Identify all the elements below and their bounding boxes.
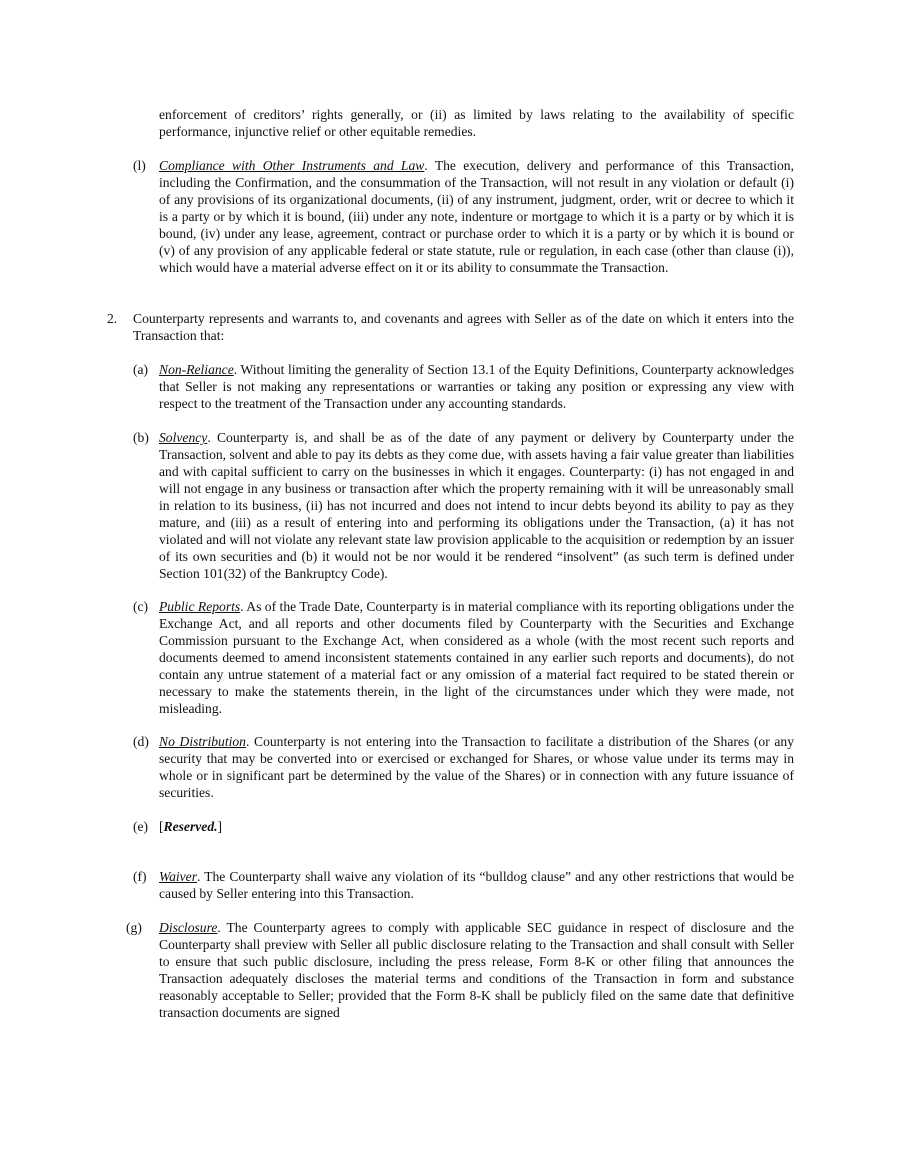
item-g-title: Disclosure [159,920,218,935]
item-g-label: (g) [126,920,142,935]
item-e-open-bracket: [ [159,819,164,834]
item-a-body: . Without limiting the generality of Section 13.1 of the Equity Definitions, Counterparty acknowledges that Seller is not making any representations or warranties or taking any position or expressing any view with respect to the treatment of the Transaction under any accounting standards. [159,362,794,411]
item-d-label: (d) [133,734,149,749]
item-c-label: (c) [133,599,149,614]
item-l-paragraph [159,157,794,276]
item-e-paragraph [159,818,794,835]
item-f-label: (f) [133,869,147,884]
section-2-intro [133,310,794,344]
item-a-label: (a) [133,362,149,377]
item-f-body: . The Counterparty shall waive any violation of its “bulldog clause” and any other restrictions that would be caused by Seller entering into this Transaction. [159,869,794,901]
item-e-reserved: Reserved. [163,819,218,834]
item-d-paragraph [159,733,794,801]
item-a-paragraph [159,361,794,412]
item-l-title: Compliance with Other Instruments and Law [159,158,425,173]
item-b-paragraph [159,429,794,582]
item-l-body: . The execution, delivery and performance of this Transaction, including the Confirmation, and the consummation of the Transaction, will not result in any violation or default (i) of any provisions of its organizational documents, (ii) of any instrument, judgment, order, writ or decree to which it is a party or by which it is bound, (iii) under any note, indenture or mortgage to which it is a party or by which it is bound, (iv) under any lease, agreement, contract or purchase order to which it is a party or by which it is bound or (v) of any provision of any applicable federal or state statute, rule or regulation, in each case (other than clause (i)), which would have a material adverse effect on it or its ability to consummate the Transaction. [159,158,794,275]
item-c-body: . As of the Trade Date, Counterparty is in material compliance with its reporting obligations under the Exchange Act, and all reports and other documents filed by Counterparty with the Securities and Exchange Commission pursuant to the Exchange Act, when considered as a whole (with the most recent such reports and documents deemed to amend inconsistent statements contained in any earlier such reports and documents), do not contain any untrue statement of a material fact or any omission of a material fact required to be stated therein or necessary to make the statements therein, in the light of the circumstances under which they were made, not misleading. [159,599,794,716]
item-b-label: (b) [133,430,149,445]
item-l-label: (l) [133,158,146,173]
item-g-paragraph [159,919,794,1021]
item-e-label: (e) [133,819,149,834]
item-f-paragraph [159,868,794,902]
item-g-body: . The Counterparty agrees to comply with applicable SEC guidance in respect of disclosure and the Counterparty shall preview with Seller all public disclosure relating to the Transaction and shall consult with Seller to ensure that such public disclosure, including the press release, Form 8-K or other filing that announces the Transaction adequately discloses the material terms and conditions of the Transaction in form and substance reasonably acceptable to Seller; provided that the Form 8-K shall be publicly filed on the same date that definitive transaction documents are signed [159,920,794,1020]
item-e-close-bracket: ] [217,819,223,834]
item-a-title: Non-Reliance [159,362,234,377]
continuation-text: enforcement of creditors’ rights generally, or (ii) as limited by laws relating to the availability of specific performance, injunctive relief or other equitable remedies. [159,107,794,139]
section-2-intro-text: Counterparty represents and warrants to, and covenants and agrees with Seller as of the date on which it enters into the Transaction that: [133,311,794,343]
section-2-number: 2. [107,311,118,326]
item-c-title: Public Reports [159,599,241,614]
item-b-title: Solvency [159,430,208,445]
item-c-paragraph [159,598,794,717]
item-d-body: . Counterparty is not entering into the Transaction to facilitate a distribution of the Shares (or any security that may be converted into or exercised or exchanged for Shares, or whose value under its terms may in whole or in significant part be determined by the value of the Shares) or in connection with any future issuance of securities. [159,734,794,800]
item-b-body: . Counterparty is, and shall be as of the date of any payment or delivery by Counterparty under the Transaction, solvent and able to pay its debts as they come due, with assets having a fair value greater than liabilities and with capital sufficient to carry on the businesses in which it engages. Counterparty: (i) has not engaged in and will not engage in any business or transaction after which the property remaining with it will be unreasonably small in relation to its business, (ii) has not incurred and does not intend to incur debts beyond its ability to pay as they mature, and (iii) as a result of entering into and performing its obligations under the Transaction, (a) it has not violated and will not violate any relevant state law provision applicable to the acquisition or redemption by an issuer of its own securities and (b) it would not be nor would it be rendered “insolvent” (as such term is defined under Section 101(32) of the Bankruptcy Code). [159,430,794,581]
item-d-title: No Distribution [159,734,246,749]
item-f-title: Waiver [159,869,198,884]
continuation-paragraph [159,106,794,140]
